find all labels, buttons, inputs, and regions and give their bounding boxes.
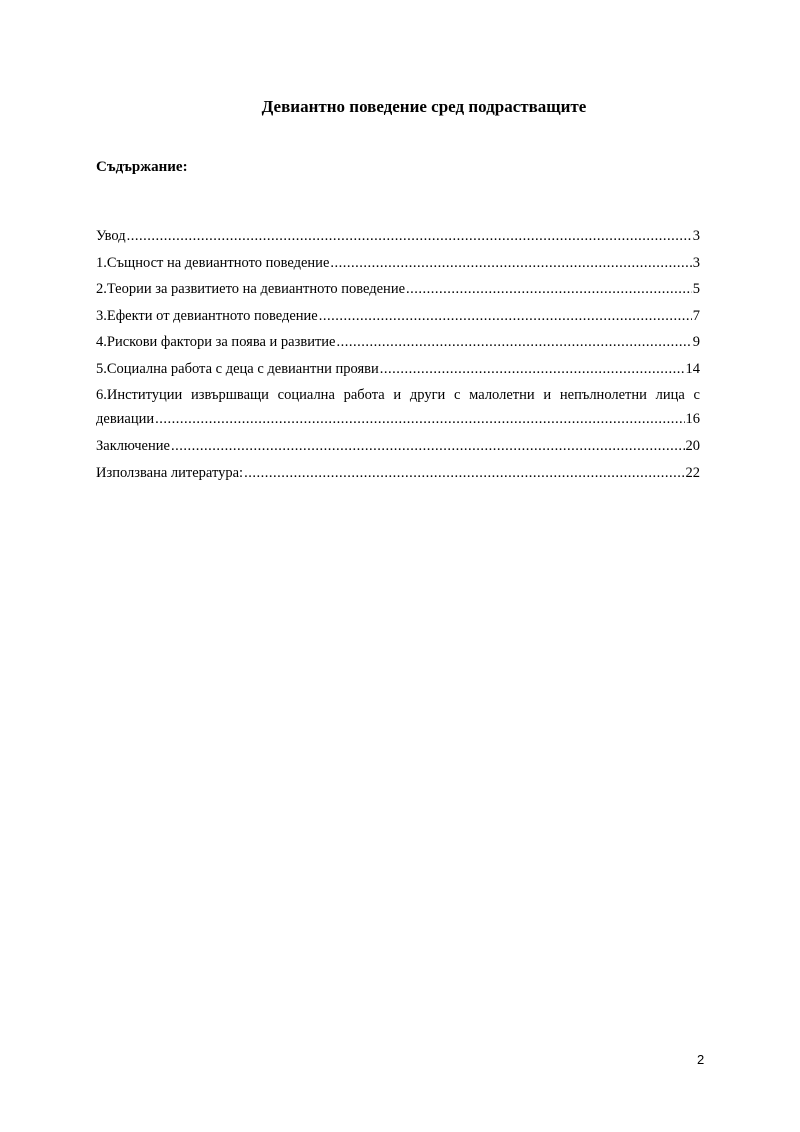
toc-entry-page: 22 bbox=[685, 464, 700, 481]
toc-entry-references[interactable] bbox=[96, 463, 700, 483]
toc-entry-page: 20 bbox=[685, 438, 700, 454]
toc-entry-label-line1: 6.Институции извършващи социална работа и други с малолетни и непълнолетни лица с bbox=[96, 387, 700, 403]
toc-entry-page: 5 bbox=[692, 281, 700, 297]
toc-entry-page: 14 bbox=[685, 360, 700, 377]
toc-entry-6[interactable] bbox=[96, 385, 700, 431]
toc-entry-label: 1.Същност на девиантното поведение bbox=[96, 254, 330, 271]
toc-leader-dots bbox=[127, 226, 692, 246]
toc-entry-2[interactable] bbox=[96, 279, 700, 299]
toc-entry-3[interactable] bbox=[96, 306, 700, 326]
toc-entry-page: 3 bbox=[692, 254, 700, 271]
document-title: Девиантно поведение сред подрастващите bbox=[261, 97, 587, 116]
toc-leader-dots bbox=[330, 253, 691, 273]
toc-entry-label: Използвана литература: bbox=[96, 464, 244, 481]
toc-entry-label: 4.Рискови фактори за поява и развитие bbox=[96, 334, 336, 350]
toc-entry-conclusion[interactable] bbox=[96, 436, 700, 456]
toc-entry-page: 3 bbox=[692, 228, 700, 244]
toc-leader-dots bbox=[155, 409, 684, 429]
toc-leader-dots bbox=[336, 332, 691, 352]
toc-entry-label: 2.Теории за развитието на девиантното поведение bbox=[96, 281, 406, 297]
toc-entry-page: 16 bbox=[685, 411, 700, 427]
toc-leader-dots bbox=[406, 279, 692, 299]
toc-entry-label: 5.Социална работа с деца с девиантни прояви bbox=[96, 360, 379, 377]
toc-entry-label-line2: девиации bbox=[96, 411, 155, 427]
toc-entry-label: Заключение bbox=[96, 438, 170, 454]
toc-leader-dots bbox=[171, 436, 685, 456]
toc-entry-label: Увод bbox=[96, 228, 126, 244]
toc-leader-dots bbox=[380, 359, 685, 379]
toc-entry-introduction[interactable] bbox=[96, 226, 700, 246]
toc-heading: Съдържание: bbox=[96, 159, 188, 175]
toc-entry-1[interactable] bbox=[96, 253, 700, 273]
page-number: 2 bbox=[697, 1052, 705, 1067]
table-of-contents bbox=[96, 226, 700, 489]
toc-entry-4[interactable] bbox=[96, 332, 700, 352]
toc-entry-label: 3.Ефекти от девиантното поведение bbox=[96, 307, 318, 324]
toc-entry-page: 7 bbox=[692, 307, 700, 324]
toc-leader-dots bbox=[319, 306, 692, 326]
toc-entry-page: 9 bbox=[692, 334, 700, 350]
toc-leader-dots bbox=[244, 463, 684, 483]
toc-entry-5[interactable] bbox=[96, 359, 700, 379]
